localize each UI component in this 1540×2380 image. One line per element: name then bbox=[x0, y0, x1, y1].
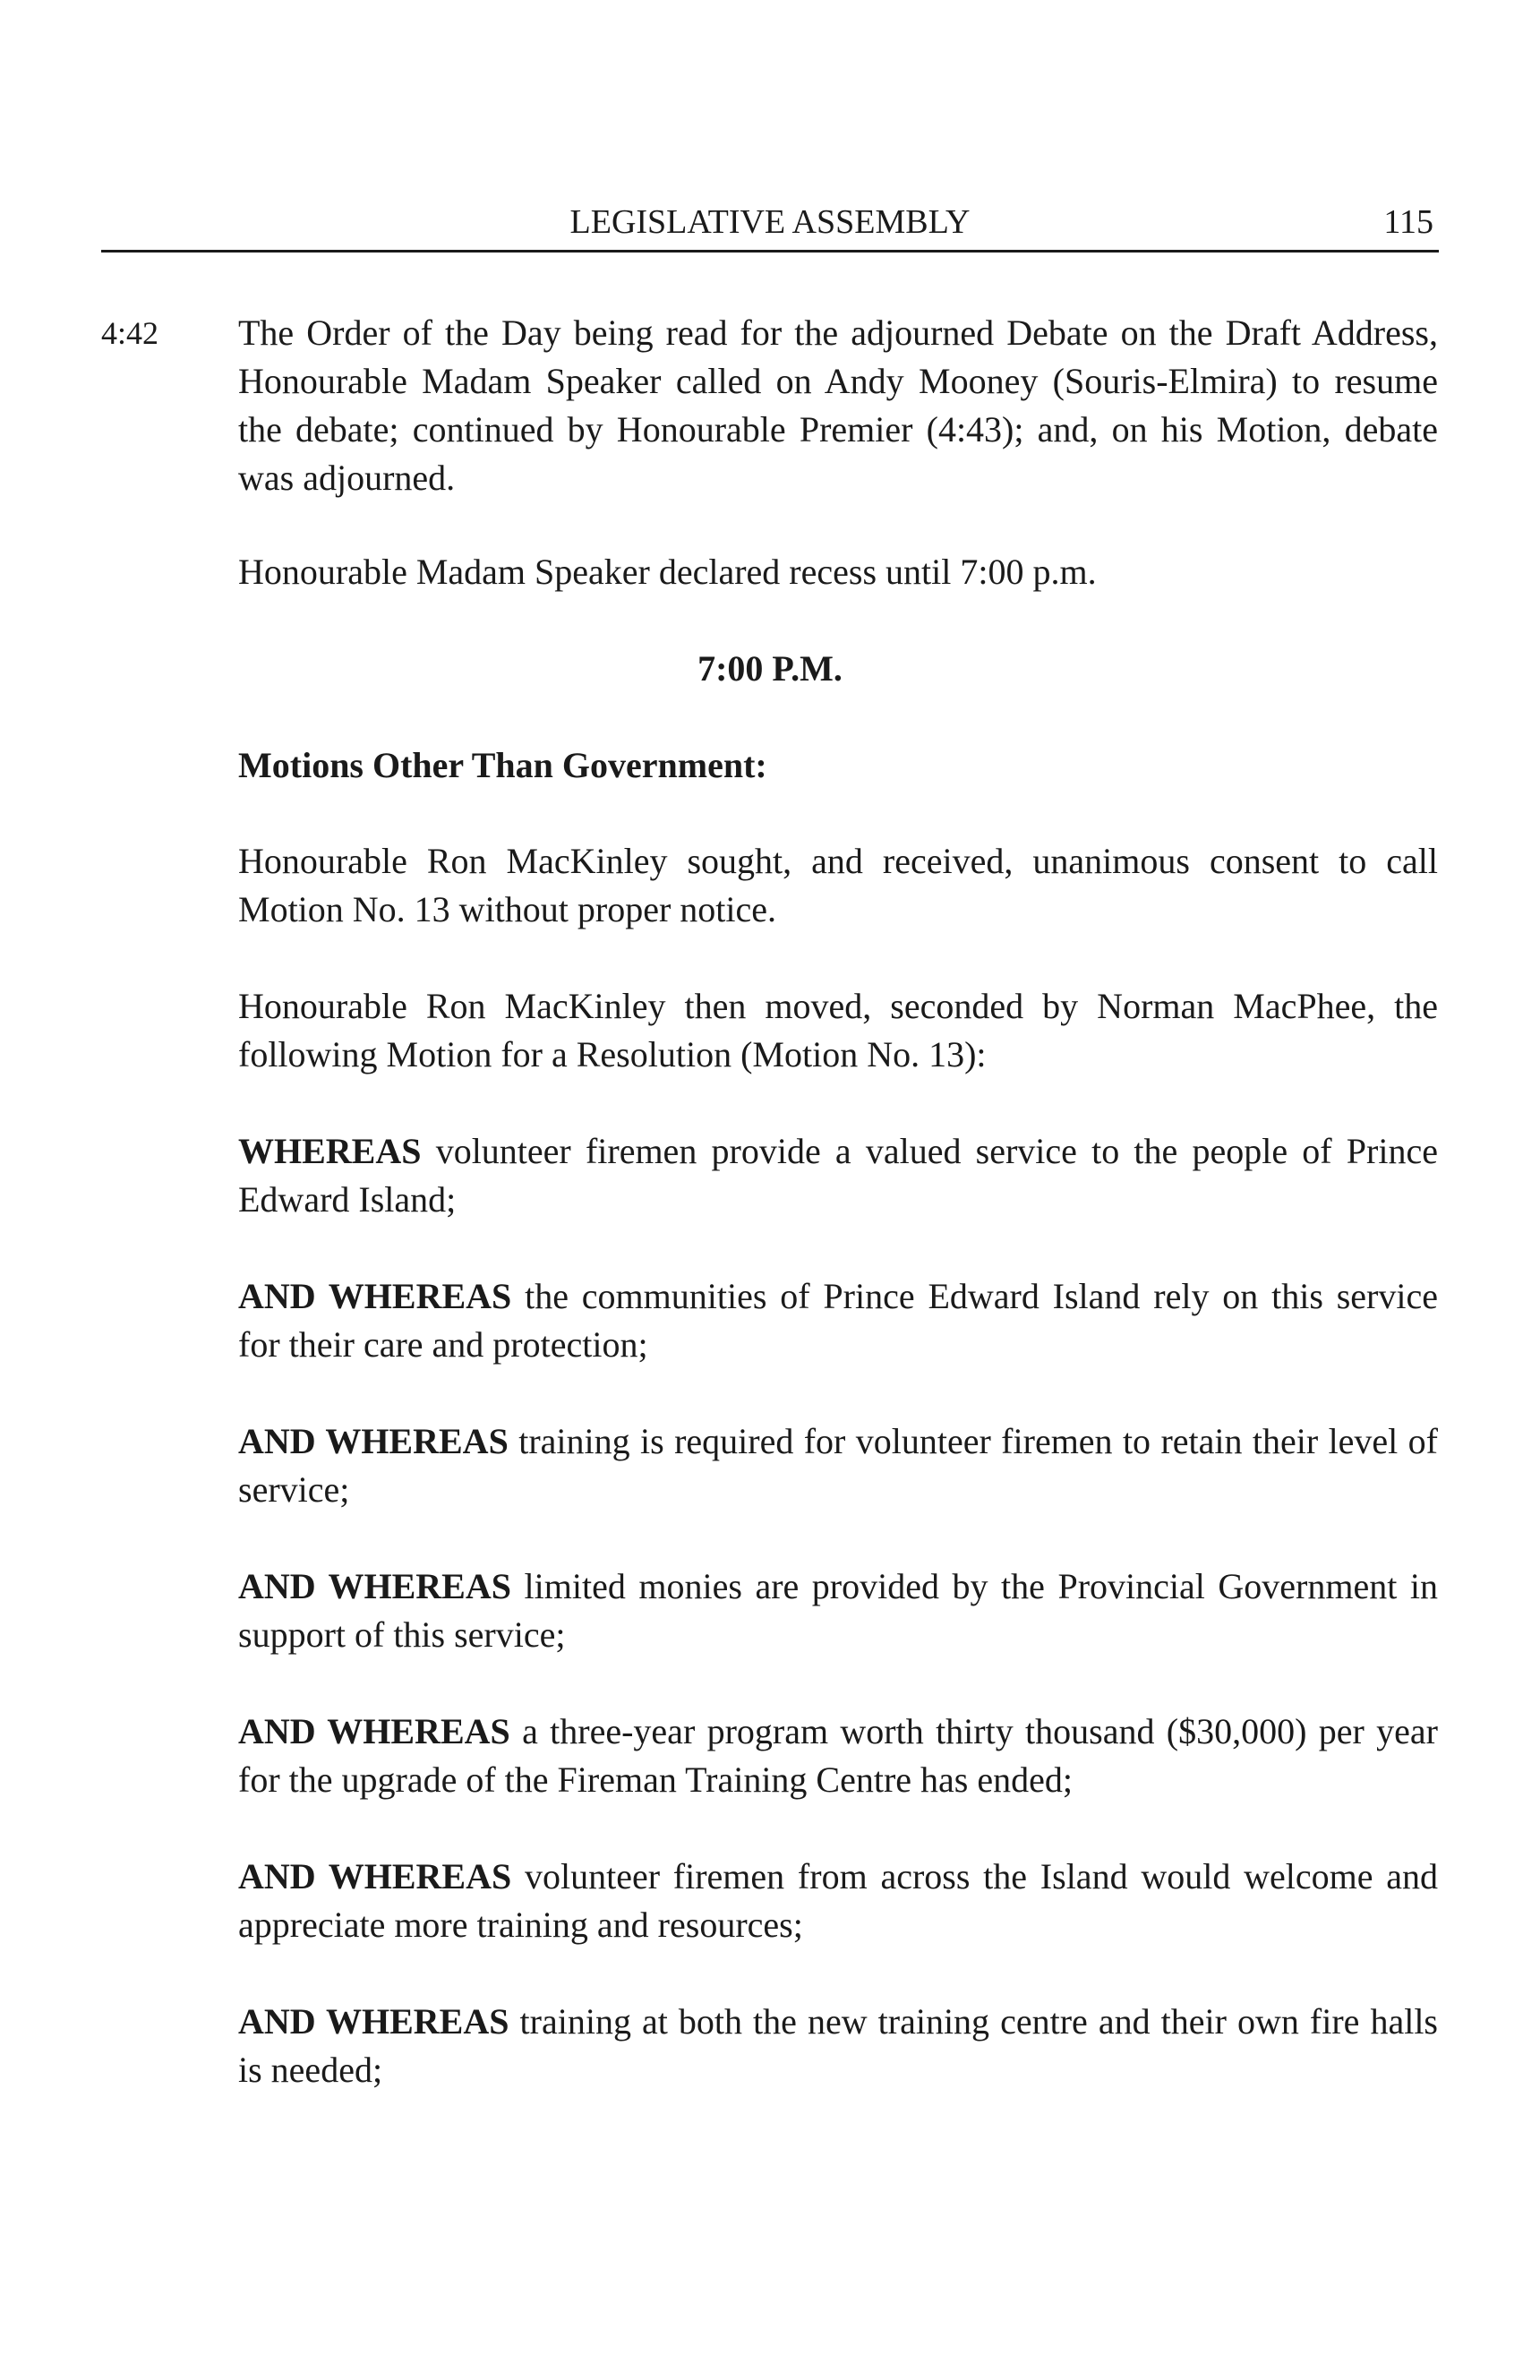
clause-text: training at both the new training centre and their own fire halls is needed; bbox=[238, 2001, 1438, 2090]
clause-keyword: AND WHEREAS bbox=[238, 1276, 512, 1316]
resolution-clause bbox=[238, 1998, 1438, 2094]
time-stamp: 4:42 bbox=[101, 315, 159, 351]
clause-keyword: AND WHEREAS bbox=[238, 1421, 509, 1461]
clause-keyword: AND WHEREAS bbox=[238, 1711, 510, 1751]
resolution-clause bbox=[238, 1708, 1438, 1804]
clause-text: a three-year program worth thirty thousand ($30,000) per year for the upgrade of the Fireman Training Centre has ended; bbox=[238, 1711, 1438, 1800]
clause-text: training is required for volunteer firemen to retain their level of service; bbox=[238, 1421, 1439, 1510]
clause-keyword: AND WHEREAS bbox=[238, 2001, 509, 2042]
recess-paragraph: Honourable Madam Speaker declared recess until 7:00 p.m. bbox=[238, 552, 1097, 592]
clause-keyword: WHEREAS bbox=[238, 1131, 422, 1171]
evening-time-heading: 7:00 P.M. bbox=[697, 648, 843, 689]
clause-keyword: AND WHEREAS bbox=[238, 1566, 511, 1606]
clause-text: the communities of Prince Edward Island rely on this service for their care and protection; bbox=[238, 1276, 1438, 1365]
consent-paragraph: Honourable Ron MacKinley sought, and received, unanimous consent to call Motion No. 13 without proper notice. bbox=[238, 841, 1438, 929]
clause-text: limited monies are provided by the Provincial Government in support of this service; bbox=[238, 1566, 1438, 1655]
page-number: 115 bbox=[1383, 203, 1433, 241]
moved-paragraph: Honourable Ron MacKinley then moved, seconded by Norman MacPhee, the following Motion for a Resolution (Motion No. 13): bbox=[238, 986, 1438, 1074]
resolution-clause bbox=[238, 1562, 1438, 1659]
running-header bbox=[101, 199, 1439, 245]
header-title: LEGISLATIVE ASSEMBLY bbox=[569, 203, 971, 241]
section-heading: Motions Other Than Government: bbox=[238, 745, 767, 785]
clause-text: volunteer firemen from across the Island would welcome and appreciate more training and resources; bbox=[238, 1856, 1438, 1945]
resolution-clause bbox=[238, 1853, 1438, 1949]
debate-paragraph: The Order of the Day being read for the adjourned Debate on the Draft Address, Honourable Madam Speaker called on Andy Mooney (Souris-Elmira) to resume the debate; continued by Honourable Premier (4:43); and, on his Motion, debate was adjourned. bbox=[238, 312, 1438, 498]
header-rule bbox=[101, 250, 1439, 253]
resolution-clause bbox=[238, 1127, 1438, 1224]
clause-keyword: AND WHEREAS bbox=[238, 1856, 512, 1896]
resolution-clause bbox=[238, 1272, 1438, 1369]
resolution-clause bbox=[238, 1417, 1438, 1514]
clause-text: volunteer firemen provide a valued service to the people of Prince Edward Island; bbox=[238, 1131, 1438, 1220]
